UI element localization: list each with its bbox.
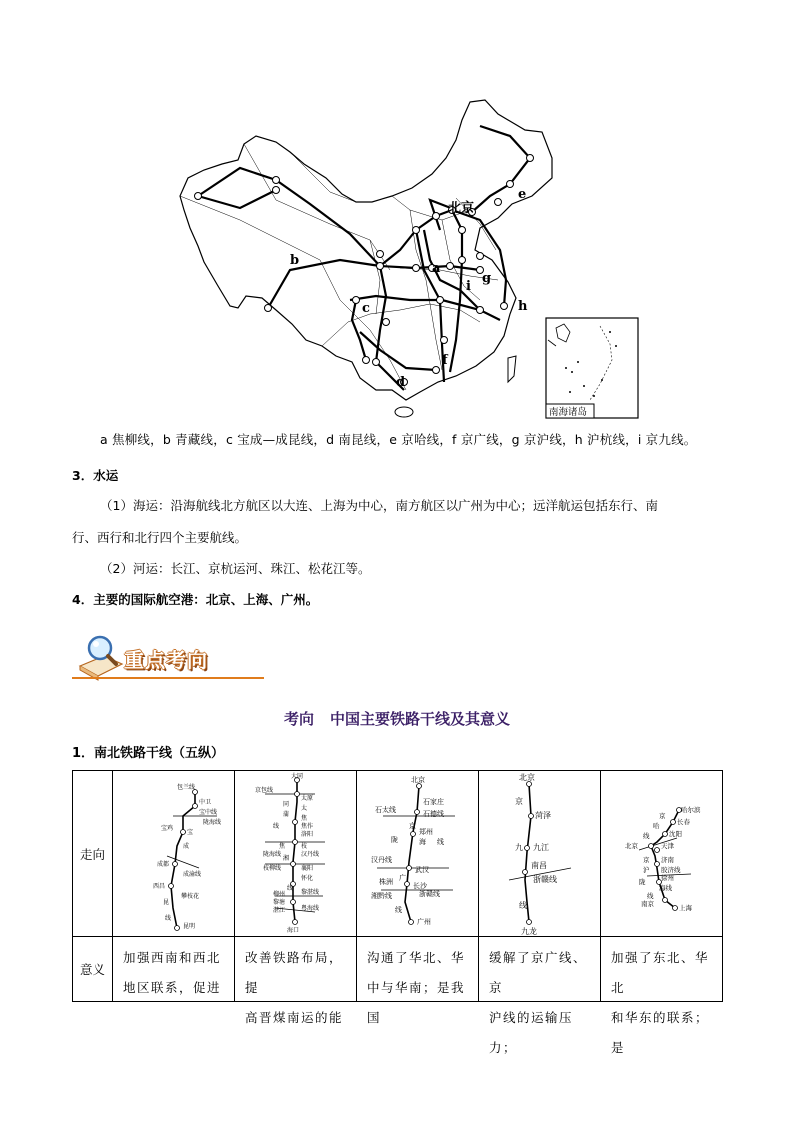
d4-label: 九龙	[521, 926, 537, 936]
d3-label: 北京	[411, 775, 425, 784]
inset-label: 南海诸岛	[549, 407, 588, 418]
d2-label: 襄阳	[301, 864, 314, 872]
river-transport: （2）河运：长江、京杭运河、珠江、松花江等。	[100, 561, 371, 576]
d3-label: 株洲	[379, 877, 393, 886]
d5-label: 哈尔滨	[681, 805, 701, 814]
meaning-line: 中与华南；是我国	[367, 980, 466, 1025]
table-row-direction	[73, 771, 723, 937]
d3-label: 石家庄	[423, 797, 444, 806]
d3-label: 湘黔线	[371, 891, 392, 900]
d5-label: 沪	[643, 865, 650, 874]
d5-label: 哈	[653, 821, 660, 830]
d5-label: 线	[643, 831, 650, 840]
meaning-line: 加强了东北、华北	[611, 950, 710, 995]
meaning-line: 沪线的运输压力；	[489, 1010, 574, 1055]
sea-transport-line2: 行、西行和北行四个主要航线。	[72, 530, 248, 545]
meaning-line: 和华东的联系；是	[611, 1010, 710, 1055]
route-diagram-5	[601, 772, 721, 936]
d2-label: 湛江	[273, 906, 286, 914]
china-railway-map	[180, 100, 640, 422]
route-diagram-2	[235, 772, 355, 936]
d2-label: 海口	[287, 926, 300, 934]
meaning-cell-3	[357, 937, 479, 1025]
d1-label: 成	[183, 842, 190, 850]
d4-label: 菏泽	[535, 810, 551, 820]
d3-label: 浙赣线	[419, 889, 440, 898]
d3-label: 郑州	[419, 827, 433, 836]
d5-label: 沈阳	[669, 829, 682, 838]
d3-label: 武汉	[415, 865, 429, 874]
d1-label: 宝中线	[199, 808, 218, 816]
d4-label: 北京	[519, 772, 535, 782]
d5-label: 线	[647, 891, 654, 900]
d4-label: 南昌	[531, 860, 547, 870]
d2-label: 同	[283, 800, 290, 808]
d4-label: 浙赣线	[533, 874, 557, 884]
line-label-d: d	[396, 375, 406, 390]
diagram-cell-5	[601, 771, 723, 937]
meaning-cell-4	[479, 937, 601, 1055]
line-label-h: h	[518, 299, 528, 314]
d1-label: 宝	[187, 828, 194, 836]
meaning-line: 沟通了华北、华	[367, 950, 466, 965]
meaning-cell-5	[601, 937, 723, 1055]
d5-label: 北京	[625, 841, 638, 850]
meaning-line: 高晋煤南运的能	[245, 1010, 344, 1025]
subheading: 1．南北铁路干线（五纵）	[72, 746, 225, 761]
d3-label: 线	[395, 905, 402, 914]
key-points-title: 重点考向	[124, 648, 208, 672]
d4-label: 九江	[533, 842, 549, 852]
d3-label: 汉丹线	[371, 855, 392, 864]
d3-label: 海	[419, 837, 426, 846]
meaning-cell-1	[113, 937, 235, 1002]
diagram-cell-1	[113, 771, 235, 937]
line-label-a: a	[432, 261, 441, 276]
diagram-cell-2	[235, 771, 357, 937]
line-label-b: b	[290, 253, 300, 268]
magnifier-book-icon	[76, 632, 128, 680]
d5-label: 上海	[679, 903, 692, 912]
air-heading: 4．主要的国际航空港：北京、上海、广州。	[72, 592, 319, 607]
route-diagram-4	[479, 772, 599, 936]
d5-label: 海线	[659, 883, 672, 892]
section-title	[0, 708, 794, 729]
d2-label: 湘	[283, 854, 290, 862]
water-heading: 3．水运	[72, 468, 119, 483]
hainan-island	[395, 407, 413, 417]
route-diagram-1	[113, 772, 233, 936]
d3-label: 石德线	[423, 809, 444, 818]
d1-label: 成渝线	[183, 870, 202, 878]
d5-label: 京	[659, 811, 666, 820]
key-points-header	[72, 632, 264, 682]
d2-label: 大同	[291, 772, 304, 780]
d5-label: 陇	[639, 877, 646, 886]
d5-label: 长春	[677, 817, 690, 826]
d2-label: 太	[301, 804, 308, 812]
d3-label: 京	[409, 821, 416, 830]
header-underline	[72, 677, 264, 679]
d2-label: 焦	[279, 842, 286, 850]
d3-label: 长沙	[413, 881, 427, 890]
d2-label: 汉丹线	[301, 850, 320, 858]
d2-label: 柳州	[273, 890, 286, 898]
d2-label: 枝	[301, 842, 308, 850]
line-label-f: f	[442, 353, 448, 368]
map-caption: a 焦柳线，b 青藏线，c 宝成—成昆线，d 南昆线，e 京哈线，f 京广线，g 京沪线，h 沪杭线，i 京九线。	[100, 432, 697, 447]
d2-label: 洛阳	[301, 830, 314, 838]
sea-transport-line1: （1）海运：沿海航线北方航区以大连、上海为中心，南方航区以广州为中心；远洋航运包括东行、南	[100, 498, 658, 513]
d2-label: 焦	[301, 814, 308, 822]
d1-label: 昆明	[183, 922, 196, 930]
d3-label: 陇	[391, 835, 398, 844]
line-label-i: i	[466, 279, 471, 294]
meaning-cell-2	[235, 937, 357, 1025]
section-title-text: 中国主要铁路干线及其意义	[330, 710, 511, 728]
taiwan-island	[508, 356, 516, 382]
table-row-meaning	[73, 937, 723, 1002]
line-label-e: e	[518, 187, 527, 202]
d5-label: 济南	[661, 855, 674, 864]
d4-label: 九	[515, 842, 523, 852]
d2-label: 黎湛线	[301, 888, 320, 896]
row-label-direction: 走向	[73, 771, 113, 937]
railway-table	[72, 770, 723, 1055]
d4-label: 京	[515, 796, 523, 806]
d1-label: 宝鸡	[161, 824, 174, 832]
d2-label: 京包线	[255, 786, 274, 794]
d2-label: 线	[287, 884, 294, 892]
d2-label: 粤海线	[301, 904, 320, 912]
meaning-line: 地区联系，促进	[123, 980, 222, 995]
d1-label: 线	[165, 914, 172, 922]
d5-label: 京	[643, 855, 650, 864]
d5-label: 天津	[661, 841, 674, 850]
d2-label: 陇海线	[263, 850, 282, 858]
d5-label: 徐州	[661, 873, 674, 882]
d2-label: 黎塘	[273, 898, 286, 906]
section-prefix: 考向	[283, 710, 314, 728]
d5-label: 南京	[641, 899, 654, 908]
beijing-label: 北京	[448, 201, 475, 216]
d2-label: 枝柳线	[263, 864, 282, 872]
d3-label: 线	[437, 837, 444, 846]
route-diagram-3	[357, 772, 477, 936]
d1-label: 攀枝花	[181, 892, 200, 900]
d5-label: 胶济线	[661, 865, 681, 874]
d4-label: 线	[519, 900, 527, 910]
south-china-sea-inset	[546, 318, 638, 418]
meaning-line: 改善铁路布局，提	[245, 950, 344, 995]
d2-label: 线	[273, 822, 280, 830]
d2-label: 蒲	[283, 810, 290, 818]
d3-label: 广	[399, 873, 406, 882]
diagram-cell-3	[357, 771, 479, 937]
d1-label: 包兰线	[177, 783, 196, 791]
d3-label: 广州	[417, 917, 431, 926]
d1-label: 陇海线	[203, 818, 222, 826]
d2-label: 太原	[301, 794, 314, 802]
china-map-svg	[180, 100, 640, 422]
d1-label: 昆	[163, 898, 170, 906]
line-label-c: c	[362, 301, 370, 316]
diagram-cell-4	[479, 771, 601, 937]
line-label-g: g	[482, 271, 492, 286]
d2-label: 焦作	[301, 822, 314, 830]
row-label-meaning: 意义	[73, 937, 113, 1002]
d1-label: 成都	[157, 860, 170, 868]
d1-label: 西昌	[153, 882, 166, 890]
meaning-line: 缓解了京广线、京	[489, 950, 588, 995]
d2-label: 怀化	[301, 874, 314, 882]
d3-label: 石太线	[375, 805, 396, 814]
meaning-line: 加强西南和西北	[123, 950, 222, 965]
d1-label: 中卫	[199, 798, 212, 806]
